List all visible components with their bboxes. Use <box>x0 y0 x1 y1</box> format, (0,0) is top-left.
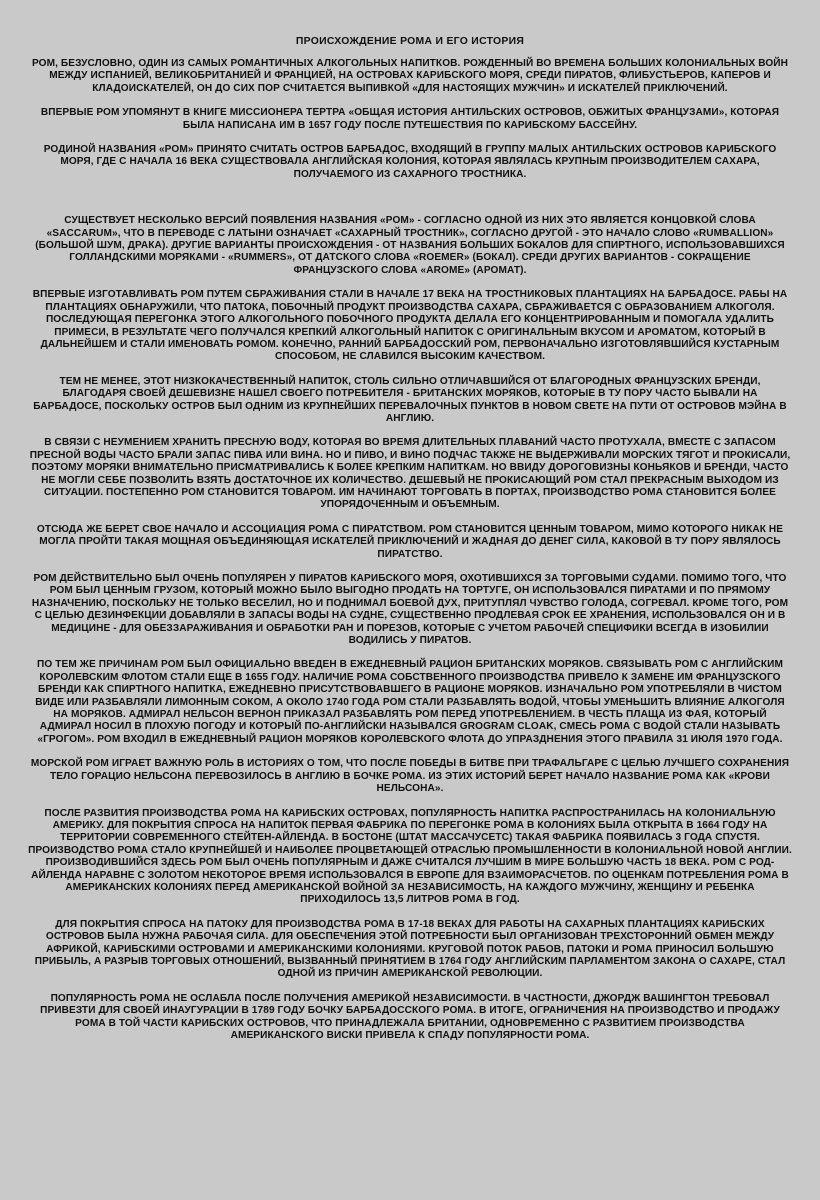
paragraph-sailors: ТЕМ НЕ МЕНЕЕ, ЭТОТ НИЗКОКАЧЕСТВЕННЫЙ НАПИТОК, СТОЛЬ СИЛЬНО ОТЛИЧАВШИЙСЯ ОТ БЛАГОРОДНЫХ ФРАНЦУЗСКИХ БРЕНДИ, БЛАГОДАРЯ СВОЕЙ ДЕШЕВИЗНЕ НАШЕЛ СВОЕГО ПОТРЕБИТЕЛЯ - БРИТАНСКИХ МОРЯКОВ, КОТОРЫЕ В ТУ ПОРУ ЧАСТО БЫВАЛИ НА БАРБАДОСЕ, ПОСКОЛЬКУ ОСТРОВ БЫЛ ОДНИМ ИЗ КРУПНЕЙШИХ ПЕРЕВАЛОЧНЫХ ПУНКТОВ В НОВОМ СВЕТЕ НА ПУТИ ОТ ОСТРОВОВ МЭЙНА В АНГЛИЮ. <box>33 375 787 424</box>
paragraph-colonial-america: ПОСЛЕ РАЗВИТИЯ ПРОИЗВОДСТВА РОМА НА КАРИБСКИХ ОСТРОВАХ, ПОПУЛЯРНОСТЬ НАПИТКА РАСПРОСТРАНИЛАСЬ НА КОЛОНИАЛЬНУЮ АМЕРИКУ. ДЛЯ ПОКРЫТИЯ СПРОСА НА НАПИТОК ПЕРВАЯ ФАБРИКА ПО ПЕРЕГОНКЕ РОМА В КОЛОНИЯХ БЫЛА ОТКРЫТА В 1664 ГОДУ НА ТЕРРИТОРИИ СОВРЕМЕННОГО СТЕЙТЕН-АЙЛЕНДА. В БОСТОНЕ (ШТАТ МАССАЧУСЕТС) ТАКАЯ ФАБРИКА ПОЯВИЛАСЬ 3 ГОДА СПУСТЯ. ПРОИЗВОДСТВО РОМА СТАЛО КРУПНЕЙШЕЙ И НАИБОЛЕЕ ПРОЦВЕТАЮЩЕЙ ОТРАСЛЬЮ ПРОМЫШЛЕННОСТИ В КОЛОНИАЛЬНОЙ НОВОЙ АНГЛИИ. ПРОИЗВОДИВШИЙСЯ ЗДЕСЬ РОМ БЫЛ ОЧЕНЬ ПОПУЛЯРНЫМ И ДАЖЕ СЧИТАЛСЯ ЛУЧШИМ В МИРЕ БОЛЬШУЮ ЧАСТЬ 18 ВЕКА. РОМ С РОД-АЙЛЕНДА НАРАВНЕ С ЗОЛОТОМ НЕКОТОРОЕ ВРЕМЯ ИСПОЛЬЗОВАЛСЯ В ЕВРОПЕ ДЛЯ ВЗАИМОРАСЧЕТОВ. ПО ОЦЕНКАМ ПОТРЕБЛЕНИЯ РОМА В АМЕРИКАНСКИХ КОЛОНИЯХ ПЕРЕД АМЕРИКАНСКОЙ ВОЙНОЙ ЗА НЕЗАВИСИМОСТЬ, НА КАЖДОГО МУЖЧИНУ, ЖЕНЩИНУ И РЕБЕНКА ПРИХОДИЛОСЬ 13,5 ЛИТРОВ РОМА В ГОД. <box>28 807 792 906</box>
document-title: ПРОИСХОЖДЕНИЕ РОМА И ЕГО ИСТОРИЯ <box>295 36 525 47</box>
paragraph-barbados: РОДИНОЙ НАЗВАНИЯ «РОМ» ПРИНЯТО СЧИТАТЬ ОСТРОВ БАРБАДОС, ВХОДЯЩИЙ В ГРУППУ МАЛЫХ АНТИЛЬСКИХ ОСТРОВОВ КАРИБСКОГО МОРЯ, ГДЕ С НАЧАЛА 16 ВЕКА СУЩЕСТВОВАЛА АНГЛИЙСКАЯ КОЛОНИЯ, КОТОРАЯ ЯВЛЯЛАСЬ КРУПНЫМ ПРОИЗВОДИТЕЛЕМ САХАРА, ПОЛУЧАЕМОГО ИЗ САХАРНОГО ТРОСТНИКА. <box>43 144 777 180</box>
paragraph-intro: РОМ, БЕЗУСЛОВНО, ОДИН ИЗ САМЫХ РОМАНТИЧНЫХ АЛКОГОЛЬНЫХ НАПИТКОВ. РОЖДЕННЫЙ ВО ВРЕМЕНА БОЛЬШИХ КОЛОНИАЛЬНЫХ ВОЙН МЕЖДУ ИСПАНИЕЙ, ВЕЛИКОБРИТАНИЕЙ И ФРАНЦИЕЙ, НА ОСТРОВАХ КАРИБСКОГО МОРЯ, СРЕДИ ПИРАТОВ, ФЛИБУСТЬЕРОВ, КАПЕРОВ И КЛАДОИСКАТЕЛЕЙ, ОН ДО СИХ ПОР СЧИТАЕТСЯ ВЫПИВКОЙ «ДЛЯ НАСТОЯЩИХ МУЖЧИН» И ИСКАТЕЛЕЙ ПРИКЛЮЧЕНИЙ. <box>31 58 789 94</box>
paragraph-royal-navy: ПО ТЕМ ЖЕ ПРИЧИНАМ РОМ БЫЛ ОФИЦИАЛЬНО ВВЕДЕН В ЕЖЕДНЕВНЫЙ РАЦИОН БРИТАНСКИХ МОРЯКОВ. СВЯЗЫВАТЬ РОМ С АНГЛИЙСКИМ КОРОЛЕВСКИМ ФЛОТОМ СТАЛИ ЕЩЕ В 1655 ГОДУ. НАЛИЧИЕ РОМА СОБСТВЕННОГО ПРОИЗВОДСТВА ПРИВЕЛО К ЗАМЕНЕ ИМ ФРАНЦУЗСКОГО БРЕНДИ КАК СПИРТНОГО НАПИТКА, ЕЖЕДНЕВНО ПРИСУТСТВОВАВШЕГО В РАЦИОНЕ МОРЯКОВ. ИЗНАЧАЛЬНО РОМ УПОТРЕБЛЯЛИ В ЧИСТОМ ВИДЕ ИЛИ РАЗБАВЛЯЛИ ЛИМОННЫМ СОКОМ, А ОКОЛО 1740 ГОДА РОМ СТАЛИ РАЗБАВЛЯТЬ ВОДОЙ, ЧТОБЫ УМЕНЬШИТЬ ВЛИЯНИЕ АЛКОГОЛЯ НА МОРЯКОВ. АДМИРАЛ НЕЛЬСОН ВЕРНОН ПРИКАЗАЛ РАЗБАВЛЯТЬ РОМ ПЕРЕД УПОТРЕБЛЕНИЕМ. В ЧЕСТЬ ПЛАЩА ИЗ ФАЯ, КОТОРЫЙ АДМИРАЛ НОСИЛ В ПЛОХУЮ ПОГОДУ И КОТОРЫЙ ПО-АНГЛИЙСКИ НАЗЫВАЛСЯ GROGRAM CLOAK, СМЕСЬ РОМА С ВОДОЙ СТАЛИ НАЗЫВАТЬ «ГРОГОМ». РОМ ВХОДИЛ В ЕЖЕДНЕВНЫЙ РАЦИОН МОРЯКОВ КОРОЛЕВСКОГО ФЛОТА ДО УПРАЗДНЕНИЯ ЭТОГО ПРАВИЛА 31 ИЮЛЯ 1970 ГОДА. <box>35 659 785 745</box>
paragraph-first-mention: ВПЕРВЫЕ РОМ УПОМЯНУТ В КНИГЕ МИССИОНЕРА ТЕРТРА «ОБЩАЯ ИСТОРИЯ АНТИЛЬСКИХ ОСТРОВОВ, ОБЖИТЫХ ФРАНЦУЗАМИ», КОТОРАЯ БЫЛА НАПИСАНА ИМ В 1657 ГОДУ ПОСЛЕ ПУТЕШЕСТВИЯ ПО КАРИБСКОМУ БАССЕЙНУ. <box>40 107 780 131</box>
paragraph-triangular-trade: ДЛЯ ПОКРЫТИЯ СПРОСА НА ПАТОКУ ДЛЯ ПРОИЗВОДСТВА РОМА В 17-18 ВЕКАХ ДЛЯ РАБОТЫ НА САХАРНЫХ ПЛАНТАЦИЯХ КАРИБСКИХ ОСТРОВОВ БЫЛА НУЖНА РАБОЧАЯ СИЛА. ДЛЯ ОБЕСПЕЧЕНИЯ ЭТОЙ ПОТРЕБНОСТИ БЫЛ ОРГАНИЗОВАН ТРЕХСТОРОННИЙ ОБМЕН МЕЖДУ АФРИКОЙ, КАРИБСКИМИ ОСТРОВАМИ И АМЕРИКАНСКИМИ КОЛОНИЯМИ. КРУГОВОЙ ПОТОК РАБОВ, ПАТОКИ И РОМА ПРИНОСИЛ БОЛЬШУЮ ПРИБЫЛЬ, А РАЗРЫВ ТОРГОВЫХ ОТНОШЕНИЙ, ВЫЗВАННЫЙ ПРИНЯТИЕМ В 1764 ГОДУ АНГЛИЙСКИМ ПАРЛАМЕНТОМ ЗАКОНА О САХАРЕ, СТАЛ ОДНОЙ ИЗ ПРИЧИН АМЕРИКАНСКОЙ РЕВОЛЮЦИИ. <box>34 918 786 980</box>
paragraph-fresh-water: В СВЯЗИ С НЕУМЕНИЕМ ХРАНИТЬ ПРЕСНУЮ ВОДУ, КОТОРАЯ ВО ВРЕМЯ ДЛИТЕЛЬНЫХ ПЛАВАНИЙ ЧАСТО ПРОТУХАЛА, ВМЕСТЕ С ЗАПАСОМ ПРЕСНОЙ ВОДЫ ЧАСТО БРАЛИ ЗАПАС ПИВА ИЛИ ВИНА. НО И ПИВО, И ВИНО ПОДЧАС ТАКЖЕ НЕ ВЫДЕРЖИВАЛИ МОРСКИХ ТЯГОТ И ПРОКИСАЛИ, ПОЭТОМУ МОРЯКИ ВНИМАТЕЛЬНО ПРИСМАТРИВАЛИСЬ К БОЛЕЕ КРЕПКИМ НАПИТКАМ. НО ВВИДУ ДОРОГОВИЗНЫ КОНЬЯКОВ И БРЕНДИ, ЧАСТО НЕ МОГЛИ СЕБЕ ПОЗВОЛИТЬ ВЗЯТЬ ДОСТАТОЧНОЕ ИХ КОЛИЧЕСТВО. ДЕШЕВЫЙ НЕ ПРОКИСАЮЩИЙ РОМ СТАЛ ПРЕКРАСНЫМ ВЫХОДОМ ИЗ СИТУАЦИИ. ПОСТЕПЕННО РОМ СТАНОВИТСЯ ТОВАРОМ. ИМ НАЧИНАЮТ ТОРГОВАТЬ В ПОРТАХ, ПРОИЗВОДСТВО РОМА СТАНОВИТСЯ БОЛЕЕ УПОРЯДОЧЕННЫМ И ОБЪЕМНЫМ. <box>29 437 791 511</box>
paragraph-nelson-blood: МОРСКОЙ РОМ ИГРАЕТ ВАЖНУЮ РОЛЬ В ИСТОРИЯХ О ТОМ, ЧТО ПОСЛЕ ПОБЕДЫ В БИТВЕ ПРИ ТРАФАЛЬГАРЕ С ЦЕЛЬЮ ЛУЧШЕГО СОХРАНЕНИЯ ТЕЛО ГОРАЦИО НЕЛЬСОНА ПЕРЕВОЗИЛОСЬ В АНГЛИЮ В БОЧКЕ РОМА. ИЗ ЭТИХ ИСТОРИЙ БЕРЕТ НАЧАЛО НАЗВАНИЕ РОМА КАК «КРОВИ НЕЛЬСОНА». <box>30 758 790 795</box>
paragraph-name-origin: СУЩЕСТВУЕТ НЕСКОЛЬКО ВЕРСИЙ ПОЯВЛЕНИЯ НАЗВАНИЯ «РОМ» - СОГЛАСНО ОДНОЙ ИЗ НИХ ЭТО ЯВЛЯЕТСЯ КОНЦОВКОЙ СЛОВА «SACCARUM», ЧТО В ПЕРЕВОДЕ С ЛАТЫНИ ОЗНАЧАЕТ «САХАРНЫЙ ТРОСТНИК», СОГЛАСНО ДРУГОЙ - ЭТО НАЧАЛО СЛОВО «RUMBALLION» (БОЛЬШОЙ ШУМ, ДРАКА). ДРУГИЕ ВАРИАНТЫ ПРОИСХОЖДЕНИЯ - ОТ НАЗВАНИЯ БОЛЬШИХ БОКАЛОВ ДЛЯ СПИРТНОГО, ИСПОЛЬЗОВАВШИХСЯ ГОЛЛАНДСКИМИ МОРЯКАМИ - «RUMMERS», ОТ ДАТСКОГО СЛОВА «ROEMER» (БОКАЛ). СРЕДИ ДРУГИХ ВАРИАНТОВ - СОКРАЩЕНИЕ ФРАНЦУЗСКОГО СЛОВА «AROME» (АРОМАТ). <box>35 215 785 276</box>
paragraph-piracy: ОТСЮДА ЖЕ БЕРЕТ СВОЕ НАЧАЛО И АССОЦИАЦИЯ РОМА С ПИРАТСТВОМ. РОМ СТАНОВИТСЯ ЦЕННЫМ ТОВАРОМ, МИМО КОТОРОГО НИКАК НЕ МОГЛА ПРОЙТИ ТАКАЯ МОЩНАЯ ОБЪЕДИНЯЮЩАЯ ИСКАТЕЛЕЙ ПРИКЛЮЧЕНИЙ И ЖАДНАЯ ДО ДЕНЕГ СИЛА, КАКОВОЙ В ТУ ПОРУ ЯВЛЯЛОСЬ ПИРАТСТВО. <box>36 523 784 560</box>
paragraph-independence: ПОПУЛЯРНОСТЬ РОМА НЕ ОСЛАБЛА ПОСЛЕ ПОЛУЧЕНИЯ АМЕРИКОЙ НЕЗАВИСИМОСТИ. В ЧАСТНОСТИ, ДЖОРДЖ ВАШИНГТОН ТРЕБОВАЛ ПРИВЕЗТИ ДЛЯ СВОЕЙ ИНАУГУРАЦИИ В 1789 ГОДУ БОЧКУ БАРБАДОССКОГО РОМА. В ИТОГЕ, ОГРАНИЧЕНИЯ НА ПРОИЗВОДСТВО И ПРОДАЖУ РОМА В ТОЙ ЧАСТИ КАРИБСКИХ ОСТРОВОВ, ЧТО ПРИНАДЛЕЖАЛА БРИТАНИИ, ОДНОВРЕМЕННО С РАЗВИТИЕМ ПРОИЗВОДСТВА АМЕРИКАНСКОГО ВИСКИ ПРИВЕЛА К СПАДУ ПОПУЛЯРНОСТИ РОМА. <box>40 992 780 1041</box>
paragraph-fermentation: ВПЕРВЫЕ ИЗГОТАВЛИВАТЬ РОМ ПУТЕМ СБРАЖИВАНИЯ СТАЛИ В НАЧАЛЕ 17 ВЕКА НА ТРОСТНИКОВЫХ ПЛАНТАЦИЯХ НА БАРБАДОСЕ. РАБЫ НА ПЛАНТАЦИЯХ ОБНАРУЖИЛИ, ЧТО ПАТОКА, ПОБОЧНЫЙ ПРОДУКТ ПРОИЗВОДСТВА САХАРА, СБРАЖИВАЕТСЯ С ОБРАЗОВАНИЕМ АЛКОГОЛЯ. ПОСЛЕДУЮЩАЯ ПЕРЕГОНКА ЭТОГО АЛКОГОЛЬНОГО ПОБОЧНОГО ПРОДУКТА ДЕЛАЛА ЕГО КОНЦЕНТРИРОВАННЫМ И ПОМОГАЛА УДАЛИТЬ ПРИМЕСИ, В РЕЗУЛЬТАТЕ ЧЕГО ПОЛУЧАЛСЯ КРЕПКИЙ АЛКОГОЛЬНЫЙ НАПИТОК С ОРИГИНАЛЬНЫМ ВКУСОМ И АРОМАТОМ, КОТОРЫЙ В ДАЛЬНЕЙШЕМ И СТАЛИ ИМЕНОВАТЬ РОМОМ. КОНЕЧНО, РАННИЙ БАРБАДОССКИЙ РОМ, ПЕРВОНАЧАЛЬНО ИЗГОТОВЛЯВШИЙСЯ КУСТАРНЫМ СПОСОБОМ, НЕ СЛАВИЛСЯ ВЫСОКИМ КАЧЕСТВОМ. <box>32 289 788 363</box>
paragraph-pirates-popularity: РОМ ДЕЙСТВИТЕЛЬНО БЫЛ ОЧЕНЬ ПОПУЛЯРЕН У ПИРАТОВ КАРИБСКОГО МОРЯ, ОХОТИВШИХСЯ ЗА ТОРГОВЫМИ СУДАМИ. ПОМИМО ТОГО, ЧТО РОМ БЫЛ ЦЕННЫМ ГРУЗОМ, КОТОРЫЙ МОЖНО БЫЛО ВЫГОДНО ПРОДАТЬ НА ТОРТУГЕ, ОН ИСПОЛЬЗОВАЛСЯ ПИРАТАМИ И ПО ПРЯМОМУ НАЗНАЧЕНИЮ, ПОСКОЛЬКУ НЕ ТОЛЬКО ВЕСЕЛИЛ, НО И ПОДНИМАЛ БОЕВОЙ ДУХ, ПРИТУПЛЯЛ ЧУВСТВО ГОЛОДА, СОГРЕВАЛ. КРОМЕ ТОГО, РОМ С ЦЕЛЬЮ ДЕЗИНФЕКЦИИ ДОБАВЛЯЛИ В ЗАПАСЫ ВОДЫ НА СУДНЕ, СУЩЕСТВЕННО ПРОДЛЕВАЯ СРОК ЕЕ ХРАНЕНИЯ, ИСПОЛЬЗОВАЛСЯ ОН И В МЕДИЦИНЕ - ДЛЯ ОБЕЗЗАРАЖИВАНИЯ И ОБРАБОТКИ РАН И ПОРЕЗОВ, КОТОРЫЕ С УЧЕТОМ РАБОЧЕЙ СПЕЦИФИКИ ВСЕГДА В ИЗОБИЛИИ ВОДИЛИСЬ У ПИРАТОВ. <box>31 573 789 647</box>
